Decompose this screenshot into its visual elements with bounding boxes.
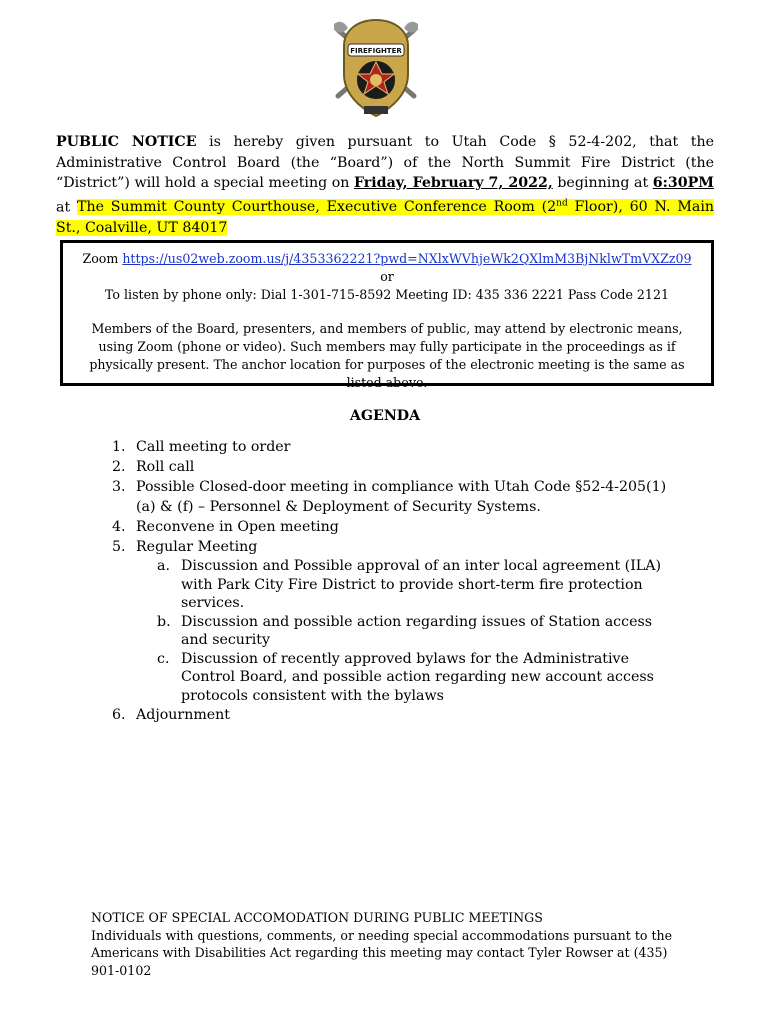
regular-meeting-subitems (112, 557, 672, 705)
location-part-2: Floor), 60 N. Main St., Coalville, UT 84017 (56, 199, 714, 236)
agenda-item (112, 457, 672, 477)
notice-text-3: at (56, 199, 77, 216)
agenda-subitem (136, 650, 672, 706)
members-info: Members of the Board, presenters, and members of public, may attend by electronic means, using Zoom (phone or video). Such members may fully participate in the proceedings as if physically present. The anchor location for purposes of the electronic meeting is the same as listed above. (89, 321, 685, 390)
badge-icon (330, 16, 422, 120)
agenda-subitem (136, 613, 672, 650)
notice-text-1: is hereby given pursuant to Utah Code § 52-4-202, that the Administrative Control Board (the “Board”) of the North Summit Fire District (the “District”) will hold a special meeting on (56, 134, 714, 191)
agenda-item (112, 705, 672, 725)
agenda-list (112, 437, 672, 725)
agenda-item (112, 537, 672, 557)
agenda-item (112, 437, 672, 457)
agenda-item-text: Adjournment (136, 707, 231, 723)
agenda-item-text: Roll call (136, 459, 195, 475)
agenda-title: AGENDA (349, 408, 421, 424)
accommodation-body: Individuals with questions, comments, or needing special accommodations pursuant to the Americans with Disabilities Act regarding this meeting may contact Tyler Rowser at (435) 901-0102 (91, 927, 673, 978)
or-text: or (380, 269, 394, 284)
agenda-subitem-text: Discussion of recently approved bylaws for the Administrative Control Board, and possible action regarding new account access protocols consistent with the bylaws (181, 650, 654, 704)
phone-info: To listen by phone only: Dial 1-301-715-8592 Meeting ID: 435 336 2221 Pass Code 2121 (105, 287, 669, 302)
agenda-item-text: Call meeting to order (136, 439, 291, 455)
fire-district-logo (330, 16, 422, 120)
agenda-item-number: 4. (112, 519, 126, 535)
logo-banner-text: FIREFIGHTER (350, 47, 402, 55)
agenda-item-text: Reconvene in Open meeting (136, 519, 339, 535)
agenda-item-number: 5. (112, 539, 126, 555)
notice-text-2: beginning at (552, 175, 653, 191)
agenda-item-number: 3. (112, 479, 126, 495)
agenda-item (112, 477, 672, 517)
meeting-date: Friday, February 7, 2022, (353, 175, 553, 191)
agenda-item (112, 517, 672, 537)
agenda-item-number: 6. (112, 707, 126, 723)
agenda-subitem-text: Discussion and possible action regarding issues of Station access and security (181, 613, 653, 648)
agenda-item-number: 2. (112, 459, 126, 475)
zoom-line (63, 250, 711, 268)
agenda-subitem-letter: b. (157, 613, 171, 630)
agenda-subitem-text: Discussion and Possible approval of an inter local agreement (ILA) with Park City Fire District to provide short-term fire protection services. (181, 558, 662, 611)
location-part-1: The Summit County Courthouse, Executive Conference Room (2 (76, 199, 557, 216)
agenda-item-text: Possible Closed-door meeting in compliance with Utah Code §52-4-205(1)(a) & (f) – Personnel & Deployment of Security Systems. (136, 479, 667, 515)
agenda-subitem-letter: a. (157, 558, 170, 574)
agenda-subitem (136, 557, 672, 613)
accommodation-title: NOTICE OF SPECIAL ACCOMODATION DURING PUBLIC MEETINGS (91, 910, 543, 925)
meeting-time: 6:30PM (652, 175, 714, 191)
agenda-item-number: 1. (112, 439, 126, 455)
accommodation-notice (91, 909, 681, 979)
public-notice-paragraph (56, 132, 714, 238)
zoom-label: Zoom (82, 251, 123, 266)
agenda-subitem-letter: c. (157, 650, 170, 667)
zoom-info-box (60, 240, 714, 390)
agenda-item-text: Regular Meeting (136, 539, 258, 555)
notice-lead: PUBLIC NOTICE (56, 134, 197, 150)
location-sup: nd (556, 198, 568, 209)
zoom-link[interactable]: https://us02web.zoom.us/j/4353362221?pwd=NXlxWVhjeWk2QXlmM3BjNklwTmVXZz09 (122, 251, 692, 266)
meeting-location (56, 199, 714, 236)
